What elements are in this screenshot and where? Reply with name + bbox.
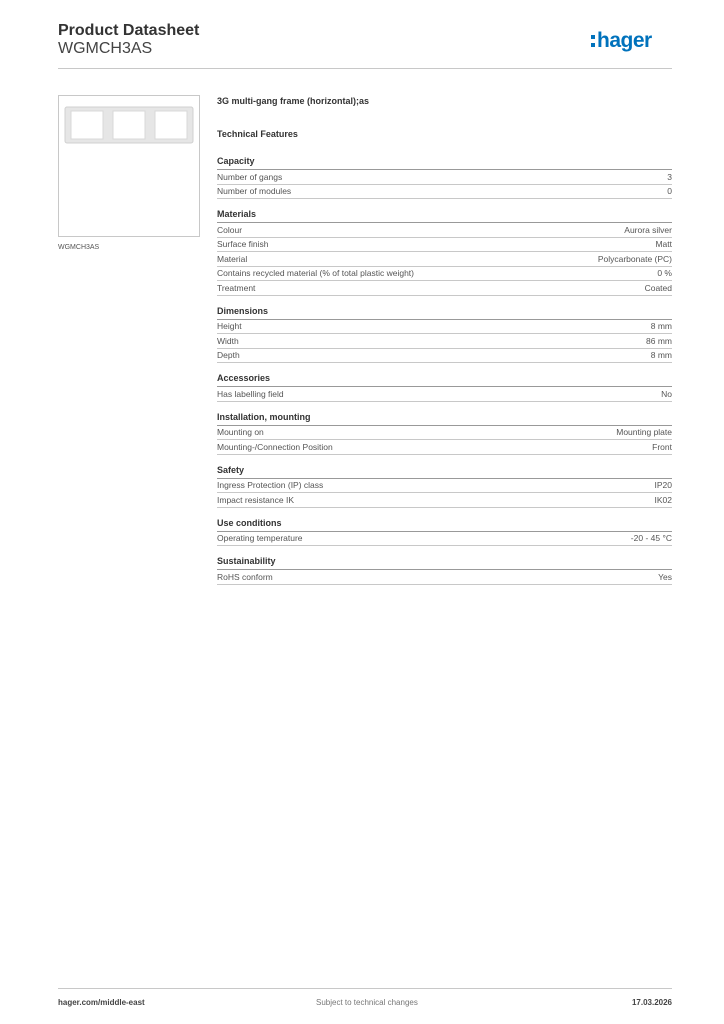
spec-sections — [217, 156, 672, 585]
spec-value: Front — [652, 441, 672, 452]
page-footer — [58, 998, 672, 1010]
product-code: WGMCH3AS — [58, 40, 153, 57]
spec-row — [217, 252, 672, 267]
spec-label: Impact resistance IK — [217, 494, 295, 505]
spec-row — [217, 223, 672, 238]
product-description: 3G multi-gang frame (horizontal);as — [217, 96, 370, 106]
section-title: Capacity — [217, 156, 672, 170]
spec-row — [217, 349, 672, 364]
spec-section — [217, 518, 672, 547]
spec-label: Mounting-/Connection Position — [217, 441, 333, 452]
spec-row — [217, 238, 672, 253]
spec-value: Matt — [655, 239, 672, 250]
spec-label: Material — [217, 253, 248, 264]
footer-notice: Subject to technical changes — [316, 998, 418, 1007]
spec-row — [217, 387, 672, 402]
spec-label: Operating temperature — [217, 533, 303, 544]
footer-divider — [58, 988, 672, 989]
spec-value: 0 % — [657, 268, 672, 279]
section-title: Safety — [217, 465, 672, 479]
spec-label: Number of modules — [217, 186, 292, 197]
logo-wordmark: hager — [597, 29, 652, 52]
spec-label: Number of gangs — [217, 171, 283, 182]
spec-row — [217, 334, 672, 349]
header-divider — [58, 68, 672, 69]
spec-row — [217, 532, 672, 547]
spec-section — [217, 373, 672, 402]
section-title: Materials — [217, 209, 672, 223]
section-title: Dimensions — [217, 306, 672, 320]
spec-label: Treatment — [217, 282, 256, 293]
spec-row — [217, 267, 672, 282]
spec-value: 0 — [667, 186, 672, 197]
spec-row — [217, 185, 672, 200]
spec-row — [217, 479, 672, 494]
spec-row — [217, 320, 672, 335]
spec-row — [217, 170, 672, 185]
spec-row — [217, 281, 672, 296]
spec-label: Depth — [217, 350, 240, 361]
spec-value: 86 mm — [646, 335, 672, 346]
spec-label: Colour — [217, 224, 243, 235]
spec-row — [217, 570, 672, 585]
spec-value: 8 mm — [650, 321, 672, 332]
spec-value: Aurora silver — [624, 224, 672, 235]
spec-value: Coated — [644, 282, 672, 293]
spec-value: -20 - 45 °C — [630, 533, 672, 544]
spec-label: Mounting on — [217, 427, 264, 438]
spec-value: Polycarbonate (PC) — [597, 253, 672, 264]
section-title: Installation, mounting — [217, 412, 672, 426]
spec-label: Ingress Protection (IP) class — [217, 480, 324, 491]
section-title: Accessories — [217, 373, 672, 387]
spec-value: 3 — [667, 171, 672, 182]
spec-label: Contains recycled material (% of total plastic weight) — [217, 268, 414, 279]
image-caption: WGMCH3AS — [58, 244, 100, 251]
hager-logo — [590, 26, 672, 56]
spec-value: No — [661, 388, 672, 399]
spec-value: IP20 — [654, 480, 672, 491]
product-image — [58, 95, 200, 237]
spec-section — [217, 465, 672, 508]
page-header — [58, 20, 672, 68]
spec-row — [217, 493, 672, 508]
spec-label: Surface finish — [217, 239, 269, 250]
spec-section — [217, 156, 672, 199]
document-title: Product Datasheet — [58, 22, 200, 39]
spec-label: Width — [217, 335, 239, 346]
footer-website: hager.com/middle-east — [58, 998, 145, 1007]
spec-row — [217, 426, 672, 441]
section-title: Use conditions — [217, 518, 672, 532]
spec-section — [217, 306, 672, 364]
spec-value: 8 mm — [650, 350, 672, 361]
frame-illustration — [59, 96, 199, 236]
technical-features-heading: Technical Features — [217, 129, 298, 139]
footer-date: 17.03.2026 — [631, 998, 672, 1007]
spec-row — [217, 440, 672, 455]
spec-label: Has labelling field — [217, 388, 284, 399]
spec-label: RoHS conform — [217, 571, 273, 582]
spec-value: Mounting plate — [616, 427, 672, 438]
spec-value: Yes — [658, 571, 672, 582]
spec-section — [217, 412, 672, 455]
spec-value: IK02 — [654, 494, 672, 505]
spec-content — [217, 96, 672, 585]
spec-section — [217, 556, 672, 585]
section-title: Sustainability — [217, 556, 672, 570]
spec-section — [217, 209, 672, 296]
spec-label: Height — [217, 321, 242, 332]
